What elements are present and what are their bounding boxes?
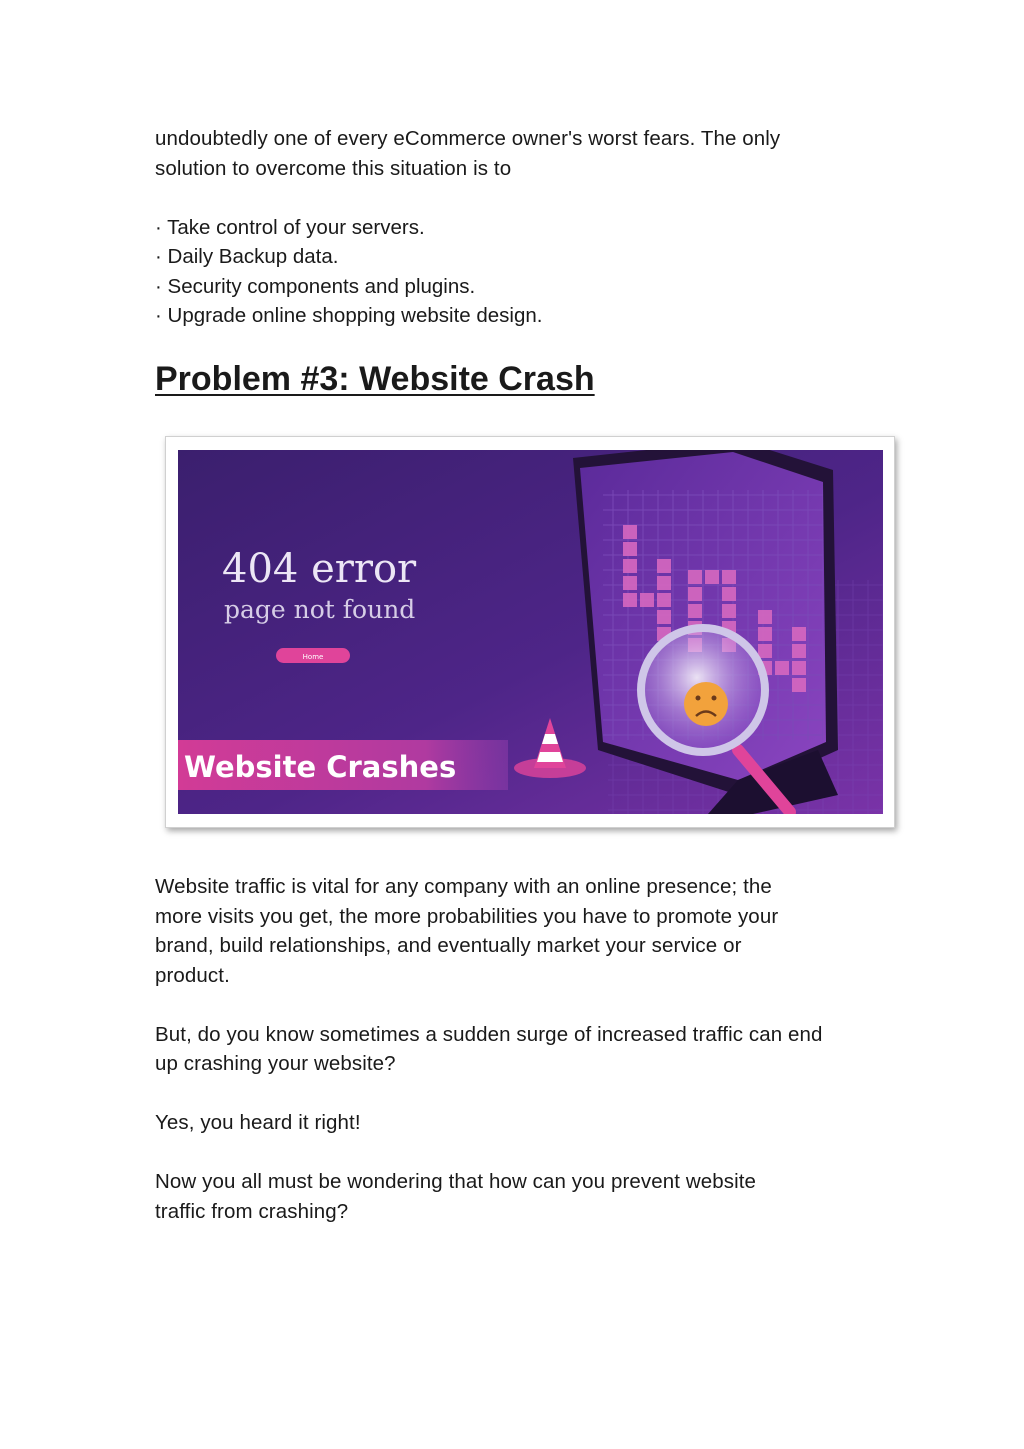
bullet-item: · Daily Backup data. <box>155 245 339 268</box>
website-crash-figure <box>165 436 895 828</box>
bullet-item: · Take control of your servers. <box>155 215 425 239</box>
paragraph-line: up crashing your website? <box>155 1052 396 1075</box>
paragraph-line: But, do you know sometimes a sudden surge of increased traffic can end <box>155 1022 823 1046</box>
paragraph-line: brand, build relationships, and eventually market your service or <box>155 934 742 957</box>
paragraph-line: traffic from crashing? <box>155 1199 349 1223</box>
intro-paragraph <box>155 124 875 183</box>
section-heading: Problem #3: Website Crash <box>155 360 595 398</box>
crash-banner <box>178 740 508 790</box>
home-button-label: Home <box>302 653 324 661</box>
banner-text: Website Crashes <box>184 750 457 784</box>
paragraph-traffic <box>155 872 885 990</box>
website-crash-illustration <box>178 450 883 814</box>
bullet-item: · Upgrade online shopping website design. <box>155 304 543 327</box>
intro-line-2: solution to overcome this situation is to <box>155 156 512 180</box>
figure-image <box>178 450 883 814</box>
paragraph-line: Website traffic is vital for any company with an online presence; the <box>155 875 772 898</box>
paragraph-surge <box>155 1020 885 1079</box>
bullet-list <box>155 213 875 331</box>
paragraph-line: Now you all must be wondering that how can you prevent website <box>155 1170 757 1193</box>
intro-section <box>155 124 875 331</box>
error-sub-text: page not found <box>224 595 416 624</box>
sad-face-icon <box>684 682 728 726</box>
paragraph-question <box>155 1167 885 1226</box>
paragraph-line: product. <box>155 963 230 987</box>
bullet-item: · Security components and plugins. <box>155 274 476 298</box>
body-section <box>155 872 885 1226</box>
paragraph-line: more visits you get, the more probabilities you have to promote your <box>155 904 779 928</box>
paragraph-confirm: Yes, you heard it right! <box>155 1111 361 1134</box>
intro-line-1: undoubtedly one of every eCommerce owner's worst fears. The only <box>155 127 781 150</box>
error-code-text: 404 error <box>222 546 417 592</box>
